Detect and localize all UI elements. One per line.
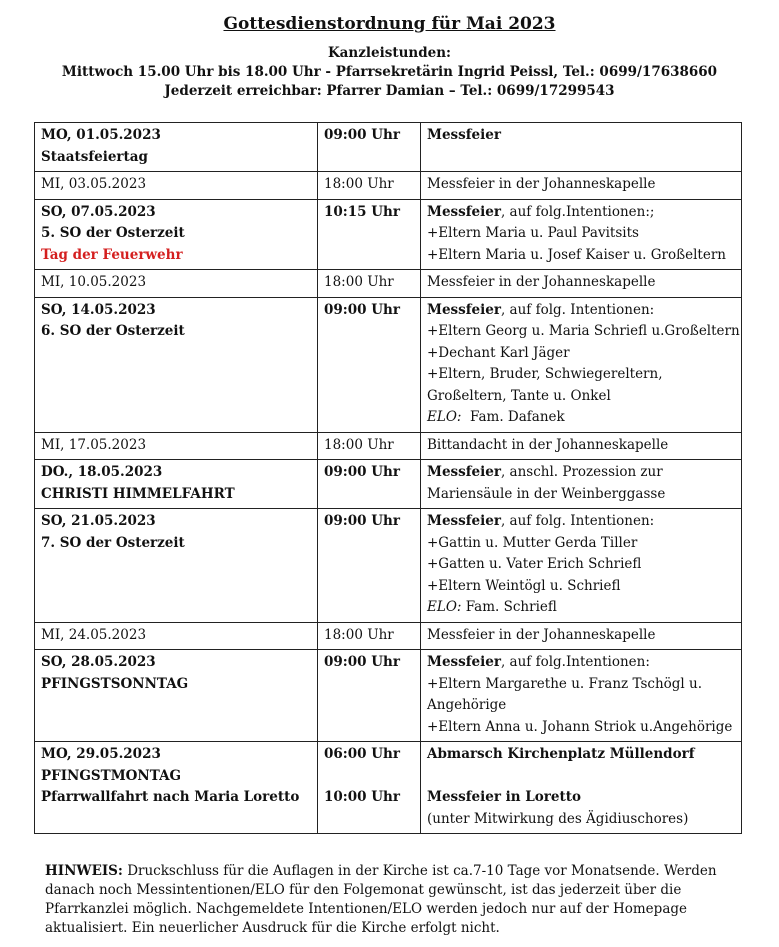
time-cell (318, 432, 421, 460)
service-description-line (427, 652, 735, 674)
description-cell (421, 199, 742, 270)
service-detail: +Eltern Maria u. Paul Pavitsits (427, 225, 639, 241)
service-detail: +Eltern Margarethe u. Franz Tschögl u. (427, 675, 703, 692)
time-cell (318, 460, 421, 509)
notice (45, 862, 725, 938)
service-date: MI, 17.05.2023 (41, 436, 147, 453)
service-type: Messfeier (427, 464, 501, 480)
notice-text: Druckschluss für die Auflagen in der Kirche ist ca.7-10 Tage vor Monatsende. Werden danach noch Messintentionen/ELO für den Folgemonat gewünscht, ist das jederzeit über die Pfarrkanzlei möglich. Nachgemeldete Intentionen/ELO werden jedoch nur auf der Homepage aktualisiert. Ein neuerlicher Ausdruck für die Kirche erfolgt nicht. (45, 863, 717, 936)
service-date: SO, 28.05.2023 (41, 654, 156, 670)
service-date: MI, 03.05.2023 (41, 176, 147, 192)
notice-label: HINWEIS: (45, 863, 123, 879)
service-description-line (427, 511, 735, 533)
service-description-line (427, 386, 735, 408)
service-description-line (427, 202, 735, 224)
service-type: Messfeier (427, 301, 501, 318)
service-time: 09:00 Uhr (324, 301, 400, 318)
service-detail: Messfeier in der Johanneskapelle (427, 626, 656, 643)
date-cell (35, 297, 318, 432)
schedule-table (34, 122, 742, 834)
time-cell (318, 742, 421, 834)
service-description-line (427, 744, 735, 766)
service-time: 18:00 Uhr (324, 626, 394, 643)
service-description-line (427, 300, 735, 322)
date-cell (35, 270, 318, 298)
table-row (35, 199, 742, 270)
service-occasion: PFINGSTMONTAG (41, 767, 182, 784)
service-time: 10:00 Uhr (324, 789, 400, 805)
time-cell (318, 172, 421, 200)
service-type: Messfeier in Loretto (427, 789, 581, 805)
service-date: SO, 07.05.2023 (41, 203, 156, 220)
service-description-line (427, 343, 735, 365)
table-row (35, 742, 742, 834)
service-description-line (427, 809, 735, 831)
table-row (35, 432, 742, 460)
service-detail: , auf folg.Intentionen:; (500, 203, 655, 220)
date-cell (35, 172, 318, 200)
service-detail: , auf folg.Intentionen: (500, 654, 650, 670)
service-date: MO, 29.05.2023 (41, 746, 161, 762)
service-time: 09:00 Uhr (324, 513, 400, 529)
service-detail: Messfeier in der Johanneskapelle (427, 274, 656, 290)
service-date: SO, 14.05.2023 (41, 301, 156, 318)
table-row (35, 297, 742, 432)
service-description-line (427, 407, 735, 429)
description-cell (421, 270, 742, 298)
service-description-line (427, 597, 735, 619)
service-occasion: Staatsfeiertag (41, 148, 148, 165)
service-detail: , anschl. Prozession zur (500, 464, 663, 480)
time-cell (318, 123, 421, 172)
service-detail: Großeltern, Tante u. Onkel (427, 387, 611, 404)
date-cell (35, 460, 318, 509)
service-detail: , auf folg. Intentionen: (500, 301, 655, 318)
service-description-line (427, 484, 735, 506)
table-row (35, 460, 742, 509)
service-time: 10:15 Uhr (324, 203, 400, 220)
elo-label: ELO: (427, 599, 462, 615)
description-cell (421, 123, 742, 172)
office-contact-line: Jederzeit erreichbar: Pfarrer Damian – Tel.: 0699/17299543 (164, 83, 615, 99)
service-date: DO., 18.05.2023 (41, 464, 163, 480)
service-description-line (427, 321, 740, 343)
service-date: MI, 24.05.2023 (41, 626, 147, 643)
service-description-line (427, 674, 735, 696)
service-time: 18:00 Uhr (324, 436, 394, 453)
table-row (35, 123, 742, 172)
time-cell (318, 270, 421, 298)
service-occasion: CHRISTI HIMMELFAHRT (41, 485, 235, 502)
service-detail: +Dechant Karl Jäger (427, 344, 570, 361)
table-row (35, 172, 742, 200)
service-detail: +Gattin u. Mutter Gerda Tiller (427, 534, 638, 551)
service-detail: +Eltern Anna u. Johann Striok u.Angehörige (427, 718, 733, 735)
service-description-line (427, 717, 735, 739)
service-description-line (427, 625, 735, 647)
service-detail: +Eltern, Bruder, Schwiegereltern, (427, 366, 663, 382)
service-detail: +Gatten u. Vater Erich Schriefl (427, 556, 642, 572)
service-time: 18:00 Uhr (324, 176, 394, 192)
service-description-line (427, 554, 735, 576)
service-occasion: Pfarrwallfahrt nach Maria Loretto (41, 789, 300, 805)
service-type: Messfeier (427, 203, 501, 220)
service-time (324, 766, 414, 788)
service-detail: Fam. Dafanek (461, 409, 565, 425)
service-description-line (427, 766, 735, 788)
service-description-line (427, 695, 735, 717)
date-cell (35, 509, 318, 623)
time-cell (318, 199, 421, 270)
date-cell (35, 199, 318, 270)
office-hours (0, 44, 779, 101)
service-description-line (427, 435, 735, 457)
date-cell (35, 123, 318, 172)
table-row (35, 650, 742, 742)
service-detail: Messfeier in der Johanneskapelle (427, 176, 656, 192)
service-occasion: 7. SO der Osterzeit (41, 534, 185, 551)
service-description-line (427, 272, 735, 294)
date-cell (35, 432, 318, 460)
office-hours-line: Mittwoch 15.00 Uhr bis 18.00 Uhr - Pfarrsekretärin Ingrid Peissl, Tel.: 0699/17638660 (61, 64, 718, 80)
description-cell (421, 460, 742, 509)
description-cell (421, 297, 742, 432)
elo-label: ELO: (427, 409, 462, 425)
time-cell (318, 509, 421, 623)
service-description-line (427, 174, 735, 196)
service-date: MI, 10.05.2023 (41, 274, 147, 290)
service-description-line (427, 125, 735, 147)
description-cell (421, 742, 742, 834)
service-occasion: Tag der Feuerwehr (41, 246, 183, 263)
service-description-line (427, 576, 735, 598)
service-description-line (427, 245, 735, 267)
date-cell (35, 650, 318, 742)
service-time: 09:00 Uhr (324, 127, 400, 143)
service-time: 06:00 Uhr (324, 746, 400, 762)
service-detail: +Eltern Maria u. Josef Kaiser u. Großeltern (427, 246, 726, 263)
service-occasion: 5. SO der Osterzeit (41, 225, 185, 241)
service-description-line (427, 223, 735, 245)
service-detail: Bittandacht in der Johanneskapelle (427, 436, 669, 453)
service-date: SO, 21.05.2023 (41, 513, 156, 529)
table-row (35, 509, 742, 623)
description-cell (421, 432, 742, 460)
service-detail: Angehörige (427, 697, 507, 713)
service-occasion: PFINGSTSONNTAG (41, 675, 189, 692)
time-cell (318, 650, 421, 742)
service-type: Messfeier (427, 127, 501, 143)
description-cell (421, 650, 742, 742)
service-description-line (427, 533, 735, 555)
table-row (35, 622, 742, 650)
description-cell (421, 509, 742, 623)
service-time: 18:00 Uhr (324, 274, 394, 290)
service-detail: , auf folg. Intentionen: (500, 513, 655, 529)
date-cell (35, 622, 318, 650)
service-description-line (427, 364, 735, 386)
office-heading: Kanzleistunden: (327, 45, 452, 61)
table-row (35, 270, 742, 298)
schedule-body (35, 123, 742, 834)
service-occasion: 6. SO der Osterzeit (41, 323, 185, 339)
service-type: Messfeier (427, 654, 501, 670)
description-cell (421, 622, 742, 650)
time-cell (318, 297, 421, 432)
service-description-line (427, 787, 735, 809)
date-cell (35, 742, 318, 834)
service-type: Abmarsch Kirchenplatz Müllendorf (427, 746, 695, 762)
service-detail: Fam. Schriefl (461, 599, 557, 615)
service-description-line (427, 462, 735, 484)
service-time: 09:00 Uhr (324, 464, 400, 480)
service-detail: +Eltern Georg u. Maria Schriefl u.Großeltern (427, 323, 740, 339)
description-cell (421, 172, 742, 200)
service-date: MO, 01.05.2023 (41, 127, 161, 143)
service-detail: +Eltern Weintögl u. Schriefl (427, 577, 621, 594)
page-title: Gottesdienstordnung für Mai 2023 (223, 14, 556, 34)
service-detail: Mariensäule in der Weinberggasse (427, 485, 666, 502)
time-cell (318, 622, 421, 650)
service-detail: (unter Mitwirkung des Ägidiuschores) (427, 810, 689, 827)
service-type: Messfeier (427, 513, 501, 529)
service-time: 09:00 Uhr (324, 654, 400, 670)
